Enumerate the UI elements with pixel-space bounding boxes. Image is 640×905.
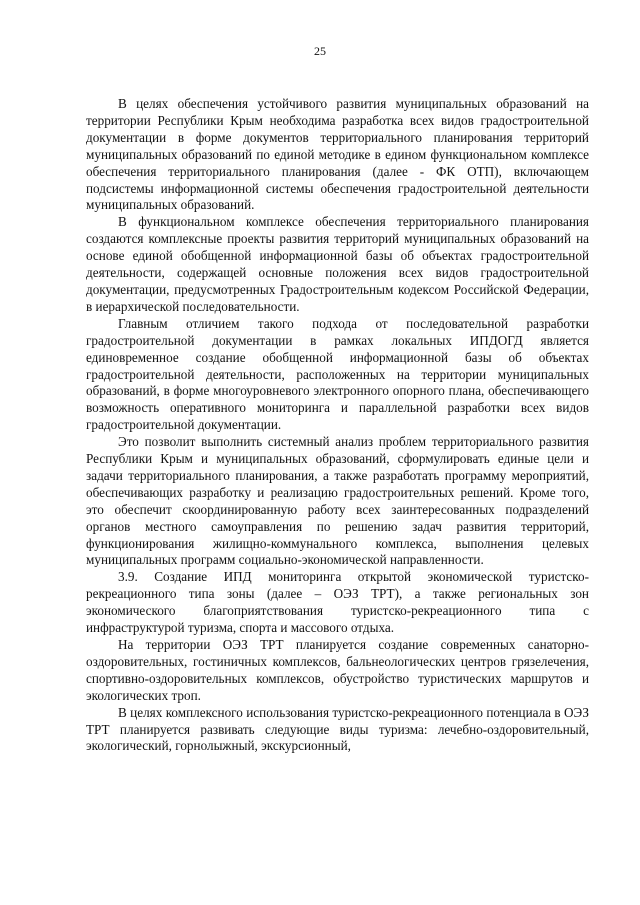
paragraph-2: В функциональном комплексе обеспечения территориального планирования создаются комплексные проекты развития территорий муниципальных образований на основе единой обобщенной информационной базы об объектах градостроительной деятельности, содержащей основные положения всех видов градостроительной документации, предусмотренных Градостроительным кодексом Российской Федерации, в иерархической последовательности. [86, 214, 589, 314]
document-body [86, 96, 589, 755]
paragraph-4: Это позволит выполнить системный анализ проблем территориального развития Республики Крым и муниципальных образований, сформулировать единые цели и задачи территориального планирования, а также разработать программу мероприятий, обеспечивающих разработку и реализацию градостроительных решений. Кроме того, это обеспечит скоординированную работу всех заинтересованных подразделений органов местного самоуправления по решению задач развития территорий, функционирования жилищно-коммунального комплекса, выполнения целевых муниципальных программ социально-экономической направленности. [86, 434, 589, 568]
paragraph-7: В целях комплексного использования туристско-рекреационного потенциала в ОЭЗ ТРТ планируется развивать следующие виды туризма: лечебно-оздоровительный, экологический, горнолыжный, экскурсионный, [86, 704, 589, 754]
paragraph-1: В целях обеспечения устойчивого развития муниципальных образований на территории Республики Крым необходима разработка всех видов градостроительной документации в форме документов территориального планирования территорий муниципальных образований по единой методике в едином функциональном комплексе обеспечения территориального планирования (далее - ФК ОТП), включающем подсистемы информационной системы обеспечения градостроительной деятельности муниципальных образований. [86, 96, 589, 213]
paragraph-3: Главным отличием такого подхода от последовательной разработки градостроительной документации в рамках локальных ИПДОГД является единовременное создание обобщенной информационной базы об объектах градостроительной деятельности, расположенных на территории муниципальных образований, в форме многоуровневого электронного опорного плана, обеспечивающего возможность оперативного мониторинга и параллельной разработки всех видов градостроительной документации. [86, 315, 589, 433]
page-number: 25 [314, 44, 326, 58]
paragraph-6: На территории ОЭЗ ТРТ планируется создание современных санаторно-оздоровительных, гостиничных комплексов, бальнеологических центров грязелечения, спортивно-оздоровительных комплексов, обустройство туристических маршрутов и экологических троп. [86, 637, 589, 703]
paragraph-5: 3.9. Создание ИПД мониторинга открытой экономической туристско-рекреационного типа зоны (далее – ОЭЗ ТРТ), а также региональных зон экономического благоприятствования туристско-рекреационного типа с инфраструктурой туризма, спорта и массового отдыха. [86, 569, 589, 636]
